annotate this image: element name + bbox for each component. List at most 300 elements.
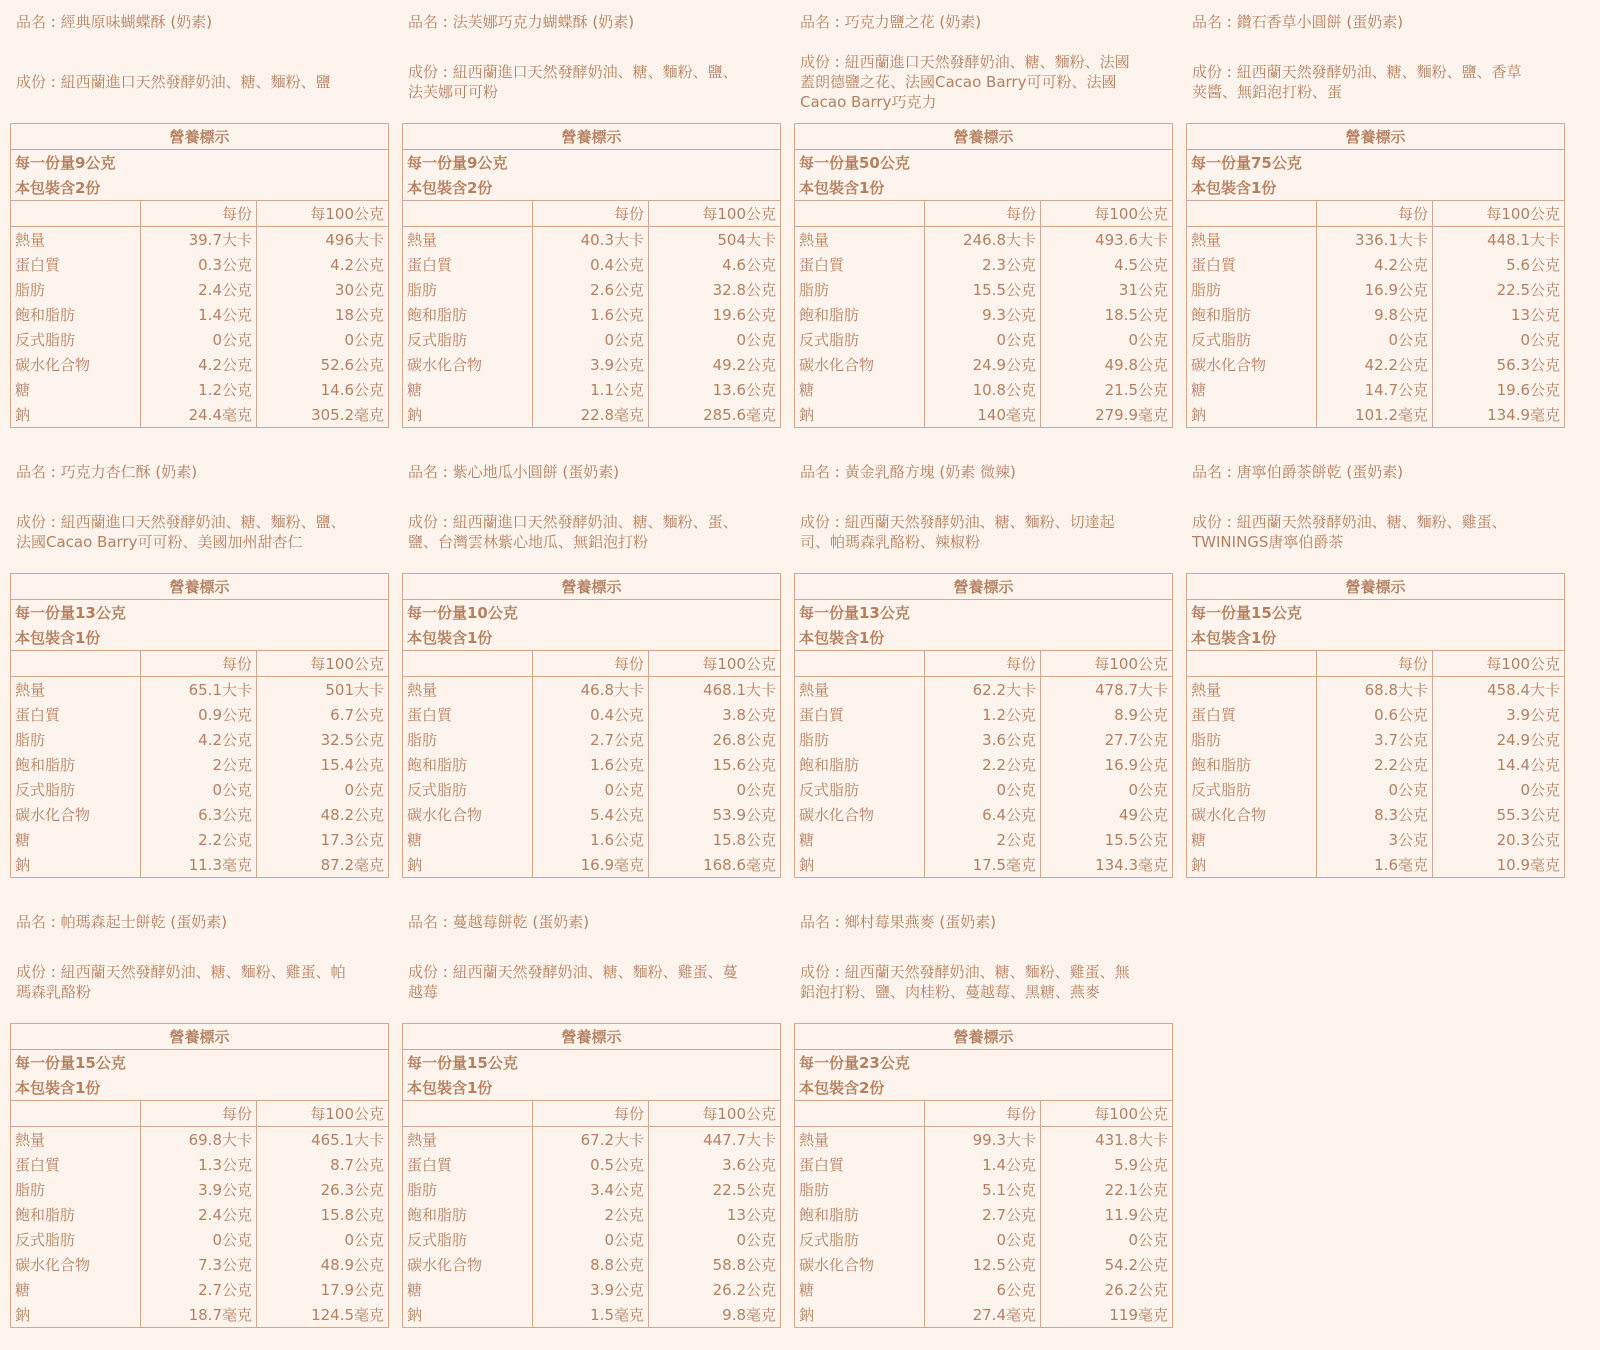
nutrient-label: 碳水化合物 <box>11 352 141 377</box>
nutrient-label: 糖 <box>403 827 533 852</box>
per-100g-value: 468.1大卡 <box>649 677 781 703</box>
nutrient-row <box>403 252 781 277</box>
col-per-serving: 每份 <box>533 1101 649 1127</box>
per-100g-value: 8.7公克 <box>257 1152 389 1177</box>
product-name: 品名 : 巧克力杏仁酥 (奶素) <box>16 463 198 481</box>
ingredients-line: 成份 : 紐西蘭天然發酵奶油、糖、麵粉、鹽、香草 <box>1192 63 1522 81</box>
nutrient-row <box>11 252 389 277</box>
per-100g-value: 15.5公克 <box>1041 827 1173 852</box>
per-serving-value: 0公克 <box>925 1227 1041 1252</box>
per-serving-value: 0公克 <box>1317 777 1433 802</box>
per-100g-value: 134.3毫克 <box>1041 852 1173 878</box>
per-100g-value: 15.4公克 <box>257 752 389 777</box>
per-100g-value: 22.5公克 <box>1433 277 1565 302</box>
per-100g-value: 15.8公克 <box>649 827 781 852</box>
nutrient-label: 飽和脂肪 <box>403 302 533 327</box>
nutrient-label: 蛋白質 <box>1187 252 1317 277</box>
nutrient-label: 脂肪 <box>11 277 141 302</box>
per-serving-value: 6公克 <box>925 1277 1041 1302</box>
nutrient-label: 糖 <box>11 827 141 852</box>
nutrient-row <box>11 277 389 302</box>
per-serving-value: 18.7毫克 <box>141 1302 257 1328</box>
nutrient-row <box>1187 227 1565 253</box>
per-serving-value: 14.7公克 <box>1317 377 1433 402</box>
nutrient-row <box>11 1177 389 1202</box>
nutrient-label: 脂肪 <box>1187 727 1317 752</box>
nutrient-row <box>11 352 389 377</box>
col-per-serving: 每份 <box>141 201 257 227</box>
nutrient-label: 熱量 <box>11 1127 141 1153</box>
nutrient-label: 脂肪 <box>1187 277 1317 302</box>
per-serving-value: 16.9毫克 <box>533 852 649 878</box>
per-100g-value: 21.5公克 <box>1041 377 1173 402</box>
per-100g-value: 26.2公克 <box>649 1277 781 1302</box>
nutrient-label: 碳水化合物 <box>795 352 925 377</box>
header-blank <box>11 201 141 227</box>
per-100g-value: 26.3公克 <box>257 1177 389 1202</box>
nutrient-label: 碳水化合物 <box>795 1252 925 1277</box>
nutrient-label: 碳水化合物 <box>403 352 533 377</box>
per-serving-value: 1.4公克 <box>925 1152 1041 1177</box>
nutrition-table <box>10 1023 389 1328</box>
per-100g-value: 4.2公克 <box>257 252 389 277</box>
nutrient-label: 脂肪 <box>795 1177 925 1202</box>
nutrient-label: 碳水化合物 <box>1187 802 1317 827</box>
nutrient-label: 糖 <box>403 377 533 402</box>
per-serving-value: 4.2公克 <box>141 352 257 377</box>
nutrient-row <box>11 727 389 752</box>
per-serving-value: 1.2公克 <box>925 702 1041 727</box>
servings-per-package: 本包裝含1份 <box>795 625 1173 651</box>
nutrient-label: 熱量 <box>403 227 533 253</box>
nutrient-row <box>1187 727 1565 752</box>
col-per-serving: 每份 <box>141 1101 257 1127</box>
nutrition-title: 營養標示 <box>403 124 781 150</box>
per-serving-value: 0公克 <box>533 327 649 352</box>
per-100g-value: 458.4大卡 <box>1433 677 1565 703</box>
nutrient-row <box>11 1202 389 1227</box>
per-100g-value: 11.9公克 <box>1041 1202 1173 1227</box>
per-serving-value: 5.1公克 <box>925 1177 1041 1202</box>
nutrient-label: 熱量 <box>403 1127 533 1153</box>
per-serving-value: 0公克 <box>925 327 1041 352</box>
per-serving-value: 0公克 <box>925 777 1041 802</box>
per-100g-value: 504大卡 <box>649 227 781 253</box>
nutrient-row <box>11 1127 389 1153</box>
per-serving-value: 40.3大卡 <box>533 227 649 253</box>
per-serving-value: 15.5公克 <box>925 277 1041 302</box>
per-serving-value: 65.1大卡 <box>141 677 257 703</box>
nutrient-label: 脂肪 <box>403 277 533 302</box>
nutrient-label: 熱量 <box>403 677 533 703</box>
nutrient-row <box>1187 402 1565 428</box>
nutrient-label: 熱量 <box>795 677 925 703</box>
nutrient-row <box>403 727 781 752</box>
header-blank <box>795 1101 925 1127</box>
nutrient-label: 熱量 <box>795 1127 925 1153</box>
nutrient-row <box>1187 802 1565 827</box>
ingredients-line: 成份 : 紐西蘭天然發酵奶油、糖、麵粉、雞蛋、蔓 <box>408 963 738 981</box>
per-100g-value: 18公克 <box>257 302 389 327</box>
per-serving-value: 17.5毫克 <box>925 852 1041 878</box>
per-serving-value: 1.4公克 <box>141 302 257 327</box>
per-100g-value: 48.9公克 <box>257 1252 389 1277</box>
nutrient-row <box>1187 677 1565 703</box>
product-ingredients <box>408 944 774 1020</box>
per-serving-value: 16.9公克 <box>1317 277 1433 302</box>
per-serving-value: 2.2公克 <box>141 827 257 852</box>
per-100g-value: 31公克 <box>1041 277 1173 302</box>
per-serving-value: 62.2大卡 <box>925 677 1041 703</box>
per-100g-value: 49.8公克 <box>1041 352 1173 377</box>
header-blank <box>795 201 925 227</box>
nutrient-row <box>1187 277 1565 302</box>
nutrient-label: 蛋白質 <box>11 252 141 277</box>
nutrient-label: 熱量 <box>795 227 925 253</box>
nutrition-table <box>10 123 389 428</box>
ingredients-line: 成份 : 紐西蘭天然發酵奶油、糖、麵粉、雞蛋、無 <box>800 963 1130 981</box>
nutrient-label: 反式脂肪 <box>1187 327 1317 352</box>
col-per-100g: 每100公克 <box>1041 1101 1173 1127</box>
nutrition-table <box>1186 123 1565 428</box>
per-serving-value: 3.4公克 <box>533 1177 649 1202</box>
servings-per-package: 本包裝含2份 <box>795 1075 1173 1101</box>
serving-size: 每一份量10公克 <box>403 600 781 626</box>
per-serving-value: 8.8公克 <box>533 1252 649 1277</box>
per-serving-value: 1.6公克 <box>533 752 649 777</box>
nutrient-row <box>403 1227 781 1252</box>
nutrition-title: 營養標示 <box>1187 574 1565 600</box>
per-100g-value: 465.1大卡 <box>257 1127 389 1153</box>
nutrient-row <box>403 302 781 327</box>
per-serving-value: 68.8大卡 <box>1317 677 1433 703</box>
nutrition-table <box>10 573 389 878</box>
per-100g-value: 0公克 <box>1433 327 1565 352</box>
nutrient-row <box>795 677 1173 703</box>
nutrient-label: 糖 <box>1187 377 1317 402</box>
col-per-serving: 每份 <box>925 651 1041 677</box>
servings-per-package: 本包裝含1份 <box>1187 175 1565 201</box>
nutrient-label: 鈉 <box>795 402 925 428</box>
product-card <box>402 0 780 440</box>
per-100g-value: 24.9公克 <box>1433 727 1565 752</box>
nutrient-row <box>795 1202 1173 1227</box>
per-100g-value: 496大卡 <box>257 227 389 253</box>
servings-per-package: 本包裝含1份 <box>11 1075 389 1101</box>
nutrient-row <box>1187 302 1565 327</box>
nutrient-label: 鈉 <box>11 852 141 878</box>
nutrient-row <box>1187 852 1565 878</box>
per-serving-value: 8.3公克 <box>1317 802 1433 827</box>
per-100g-value: 431.8大卡 <box>1041 1127 1173 1153</box>
serving-size: 每一份量23公克 <box>795 1050 1173 1076</box>
serving-size: 每一份量13公克 <box>795 600 1173 626</box>
nutrient-row <box>795 702 1173 727</box>
nutrient-row <box>403 777 781 802</box>
per-100g-value: 49.2公克 <box>649 352 781 377</box>
per-serving-value: 0公克 <box>533 1227 649 1252</box>
col-per-serving: 每份 <box>925 201 1041 227</box>
nutrient-label: 碳水化合物 <box>1187 352 1317 377</box>
nutrient-row <box>795 302 1173 327</box>
nutrition-title: 營養標示 <box>11 574 389 600</box>
col-per-serving: 每份 <box>533 651 649 677</box>
per-100g-value: 168.6毫克 <box>649 852 781 878</box>
nutrient-row <box>795 752 1173 777</box>
nutrition-table <box>794 1023 1173 1328</box>
nutrient-row <box>11 702 389 727</box>
servings-per-package: 本包裝含2份 <box>403 175 781 201</box>
per-100g-value: 8.9公克 <box>1041 702 1173 727</box>
per-100g-value: 22.5公克 <box>649 1177 781 1202</box>
nutrient-label: 鈉 <box>403 852 533 878</box>
nutrient-row <box>11 752 389 777</box>
nutrient-row <box>795 277 1173 302</box>
nutrient-label: 飽和脂肪 <box>795 752 925 777</box>
nutrition-table <box>794 573 1173 878</box>
col-per-100g: 每100公克 <box>1041 201 1173 227</box>
per-100g-value: 448.1大卡 <box>1433 227 1565 253</box>
nutrient-row <box>403 827 781 852</box>
per-100g-value: 26.2公克 <box>1041 1277 1173 1302</box>
nutrient-row <box>403 327 781 352</box>
nutrient-row <box>1187 377 1565 402</box>
nutrient-label: 飽和脂肪 <box>11 1202 141 1227</box>
nutrient-row <box>1187 352 1565 377</box>
nutrient-row <box>795 1302 1173 1328</box>
product-card <box>10 450 388 890</box>
per-serving-value: 0.5公克 <box>533 1152 649 1177</box>
header-blank <box>403 651 533 677</box>
per-serving-value: 0.3公克 <box>141 252 257 277</box>
per-100g-value: 0公克 <box>1433 777 1565 802</box>
product-ingredients <box>16 44 382 120</box>
nutrient-label: 熱量 <box>11 227 141 253</box>
per-100g-value: 55.3公克 <box>1433 802 1565 827</box>
nutrient-label: 反式脂肪 <box>795 327 925 352</box>
per-100g-value: 58.8公克 <box>649 1252 781 1277</box>
nutrient-row <box>403 1202 781 1227</box>
nutrient-label: 脂肪 <box>11 1177 141 1202</box>
per-serving-value: 2.7公克 <box>925 1202 1041 1227</box>
per-serving-value: 2.6公克 <box>533 277 649 302</box>
per-serving-value: 2公克 <box>533 1202 649 1227</box>
per-100g-value: 15.6公克 <box>649 752 781 777</box>
nutrient-label: 飽和脂肪 <box>11 302 141 327</box>
product-ingredients <box>1192 494 1558 570</box>
per-serving-value: 27.4毫克 <box>925 1302 1041 1328</box>
per-serving-value: 9.8公克 <box>1317 302 1433 327</box>
nutrient-row <box>795 727 1173 752</box>
nutrition-title: 營養標示 <box>11 1024 389 1050</box>
nutrition-table <box>1186 573 1565 878</box>
per-serving-value: 1.6公克 <box>533 827 649 852</box>
nutrient-label: 反式脂肪 <box>403 1227 533 1252</box>
nutrient-label: 脂肪 <box>11 727 141 752</box>
per-100g-value: 19.6公克 <box>1433 377 1565 402</box>
per-100g-value: 5.6公克 <box>1433 252 1565 277</box>
per-100g-value: 4.6公克 <box>649 252 781 277</box>
nutrient-row <box>795 252 1173 277</box>
nutrient-row <box>11 327 389 352</box>
ingredients-line: 成份 : 紐西蘭天然發酵奶油、糖、麵粉、切達起 <box>800 513 1115 531</box>
col-per-100g: 每100公克 <box>1433 201 1565 227</box>
ingredients-line: 成份 : 紐西蘭進口天然發酵奶油、糖、麵粉、法國 <box>800 53 1130 71</box>
header-blank <box>403 1101 533 1127</box>
serving-size: 每一份量75公克 <box>1187 150 1565 176</box>
product-name: 品名 : 巧克力鹽之花 (奶素) <box>800 13 982 31</box>
servings-per-package: 本包裝含2份 <box>11 175 389 201</box>
nutrient-label: 飽和脂肪 <box>1187 302 1317 327</box>
per-100g-value: 17.9公克 <box>257 1277 389 1302</box>
nutrient-label: 鈉 <box>795 852 925 878</box>
nutrient-row <box>1187 252 1565 277</box>
nutrient-row <box>795 827 1173 852</box>
per-serving-value: 101.2毫克 <box>1317 402 1433 428</box>
product-card <box>1186 450 1564 890</box>
per-100g-value: 279.9毫克 <box>1041 402 1173 428</box>
nutrient-label: 糖 <box>1187 827 1317 852</box>
nutrient-row <box>403 752 781 777</box>
nutrient-row <box>403 227 781 253</box>
nutrient-row <box>403 702 781 727</box>
per-serving-value: 39.7大卡 <box>141 227 257 253</box>
nutrient-row <box>795 327 1173 352</box>
nutrition-table <box>402 123 781 428</box>
nutrition-title: 營養標示 <box>11 124 389 150</box>
servings-per-package: 本包裝含1份 <box>795 175 1173 201</box>
ingredients-line: 法芙娜可可粉 <box>408 83 499 101</box>
per-serving-value: 46.8大卡 <box>533 677 649 703</box>
per-100g-value: 15.8公克 <box>257 1202 389 1227</box>
nutrient-label: 飽和脂肪 <box>1187 752 1317 777</box>
servings-per-package: 本包裝含1份 <box>1187 625 1565 651</box>
ingredients-line: 莢醬、無鋁泡打粉、蛋 <box>1192 83 1343 101</box>
per-100g-value: 0公克 <box>1041 1227 1173 1252</box>
nutrient-row <box>11 302 389 327</box>
nutrient-label: 飽和脂肪 <box>403 752 533 777</box>
nutrition-title: 營養標示 <box>403 574 781 600</box>
nutrient-label: 脂肪 <box>403 727 533 752</box>
per-serving-value: 4.2公克 <box>141 727 257 752</box>
per-100g-value: 16.9公克 <box>1041 752 1173 777</box>
nutrient-row <box>11 1277 389 1302</box>
product-card <box>10 900 388 1340</box>
nutrient-row <box>11 802 389 827</box>
header-blank <box>11 1101 141 1127</box>
per-serving-value: 0公克 <box>141 327 257 352</box>
nutrient-label: 飽和脂肪 <box>403 1202 533 1227</box>
nutrient-row <box>795 802 1173 827</box>
per-serving-value: 246.8大卡 <box>925 227 1041 253</box>
product-name: 品名 : 鑽石香草小圓餅 (蛋奶素) <box>1192 13 1404 31</box>
nutrient-row <box>11 852 389 878</box>
ingredients-line: TWININGS唐寧伯爵茶 <box>1192 533 1344 551</box>
nutrient-label: 鈉 <box>403 402 533 428</box>
per-100g-value: 26.8公克 <box>649 727 781 752</box>
per-serving-value: 1.1公克 <box>533 377 649 402</box>
per-serving-value: 3.6公克 <box>925 727 1041 752</box>
nutrition-table <box>794 123 1173 428</box>
nutrient-label: 糖 <box>795 377 925 402</box>
nutrient-label: 熱量 <box>11 677 141 703</box>
per-100g-value: 285.6毫克 <box>649 402 781 428</box>
nutrition-table <box>402 1023 781 1328</box>
per-100g-value: 32.5公克 <box>257 727 389 752</box>
per-100g-value: 5.9公克 <box>1041 1152 1173 1177</box>
per-100g-value: 56.3公克 <box>1433 352 1565 377</box>
header-blank <box>403 201 533 227</box>
per-serving-value: 6.4公克 <box>925 802 1041 827</box>
per-serving-value: 1.6毫克 <box>1317 852 1433 878</box>
product-name: 品名 : 黃金乳酪方塊 (奶素 微辣) <box>800 463 1016 481</box>
per-100g-value: 14.6公克 <box>257 377 389 402</box>
per-100g-value: 0公克 <box>1041 777 1173 802</box>
nutrient-row <box>795 1152 1173 1177</box>
nutrient-label: 糖 <box>11 377 141 402</box>
nutrient-label: 脂肪 <box>795 727 925 752</box>
nutrient-label: 鈉 <box>11 402 141 428</box>
per-100g-value: 119毫克 <box>1041 1302 1173 1328</box>
nutrient-label: 飽和脂肪 <box>795 302 925 327</box>
nutrient-label: 反式脂肪 <box>11 777 141 802</box>
col-per-serving: 每份 <box>1317 651 1433 677</box>
col-per-100g: 每100公克 <box>257 1101 389 1127</box>
per-serving-value: 24.4毫克 <box>141 402 257 428</box>
per-100g-value: 493.6大卡 <box>1041 227 1173 253</box>
per-serving-value: 0.9公克 <box>141 702 257 727</box>
per-serving-value: 2.4公克 <box>141 277 257 302</box>
per-100g-value: 4.5公克 <box>1041 252 1173 277</box>
per-100g-value: 27.7公克 <box>1041 727 1173 752</box>
per-serving-value: 0公克 <box>141 1227 257 1252</box>
nutrient-row <box>795 227 1173 253</box>
per-serving-value: 2.3公克 <box>925 252 1041 277</box>
product-name: 品名 : 鄉村莓果燕麥 (蛋奶素) <box>800 913 997 931</box>
nutrition-title: 營養標示 <box>795 124 1173 150</box>
per-100g-value: 0公克 <box>1041 327 1173 352</box>
nutrient-label: 飽和脂肪 <box>11 752 141 777</box>
per-serving-value: 5.4公克 <box>533 802 649 827</box>
nutrition-title: 營養標示 <box>795 574 1173 600</box>
nutrient-row <box>1187 702 1565 727</box>
nutrient-label: 糖 <box>11 1277 141 1302</box>
nutrient-label: 反式脂肪 <box>403 777 533 802</box>
nutrient-row <box>403 1127 781 1153</box>
col-per-100g: 每100公克 <box>1041 651 1173 677</box>
per-100g-value: 10.9毫克 <box>1433 852 1565 878</box>
product-card <box>1186 0 1564 440</box>
product-card <box>402 450 780 890</box>
per-serving-value: 0.4公克 <box>533 252 649 277</box>
per-serving-value: 1.5毫克 <box>533 1302 649 1328</box>
per-serving-value: 0公克 <box>141 777 257 802</box>
per-100g-value: 0公克 <box>257 327 389 352</box>
col-per-100g: 每100公克 <box>1433 651 1565 677</box>
nutrient-label: 反式脂肪 <box>11 327 141 352</box>
nutrient-row <box>795 1252 1173 1277</box>
header-blank <box>1187 651 1317 677</box>
ingredients-line: 成份 : 紐西蘭天然發酵奶油、糖、麵粉、雞蛋、帕 <box>16 963 346 981</box>
serving-size: 每一份量15公克 <box>403 1050 781 1076</box>
nutrient-row <box>1187 827 1565 852</box>
per-serving-value: 2公克 <box>925 827 1041 852</box>
nutrition-title: 營養標示 <box>795 1024 1173 1050</box>
nutrient-row <box>403 352 781 377</box>
nutrient-label: 碳水化合物 <box>403 802 533 827</box>
per-100g-value: 48.2公克 <box>257 802 389 827</box>
nutrient-label: 蛋白質 <box>403 702 533 727</box>
